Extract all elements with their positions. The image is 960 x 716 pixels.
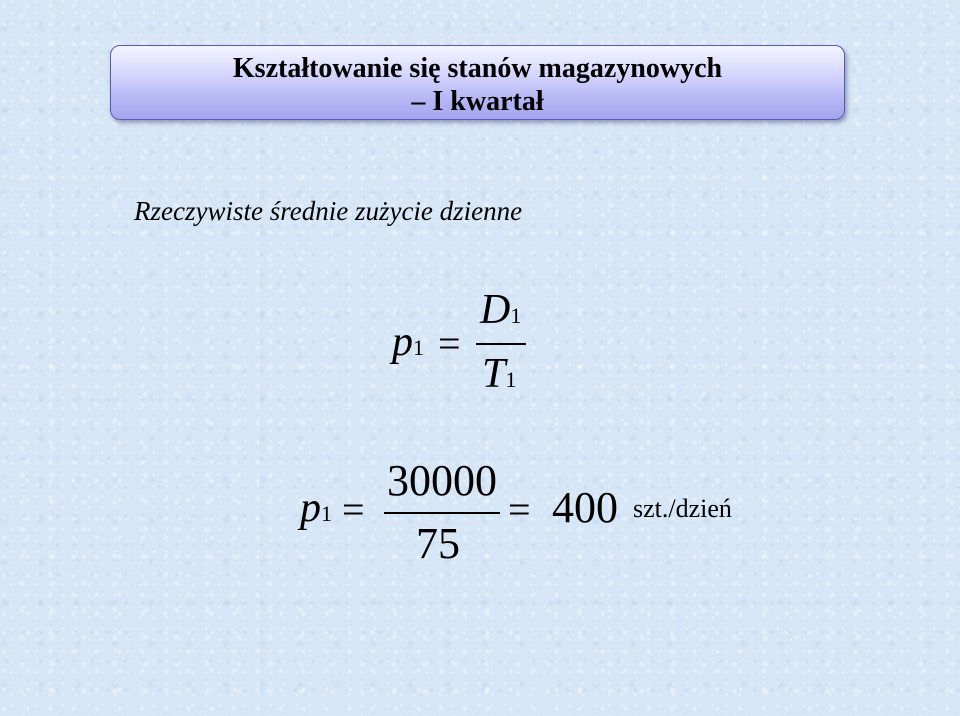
formula2-fraction-bar [384, 512, 500, 514]
formula1-lhs-var: p [392, 319, 413, 365]
formula1-equals: = [438, 321, 461, 366]
formula1-lhs-sub: 1 [413, 335, 424, 360]
formula1-denominator-var: T [482, 351, 506, 397]
formula2-lhs-var: p [300, 485, 321, 531]
formula2-denominator: 75 [416, 519, 460, 568]
formula1-numerator [480, 286, 521, 334]
formula2-equals: = [342, 487, 365, 532]
formula1-numerator-var: D [480, 287, 511, 333]
formula1-denominator-sub: 1 [505, 367, 517, 392]
formula2-lhs [300, 484, 332, 532]
formula1-fraction-bar [476, 343, 526, 345]
title-banner [110, 45, 845, 120]
formula2-numerator: 30000 [387, 456, 497, 505]
subtitle: Rzeczywiste średnie zużycie dzienne [134, 196, 523, 226]
formula2-unit: szt./dzień [633, 494, 732, 523]
formula1-denominator [482, 350, 516, 398]
formula2-lhs-sub: 1 [321, 501, 332, 526]
formula2-equals-2: = [508, 487, 531, 532]
formula1-numerator-sub: 1 [510, 303, 522, 328]
title-line-2: – I kwartał [411, 86, 544, 117]
formula1-lhs [392, 318, 424, 366]
title-line-1: Kształtowanie się stanów magazynowych [232, 53, 723, 84]
formula2-result: 400 [552, 483, 618, 532]
